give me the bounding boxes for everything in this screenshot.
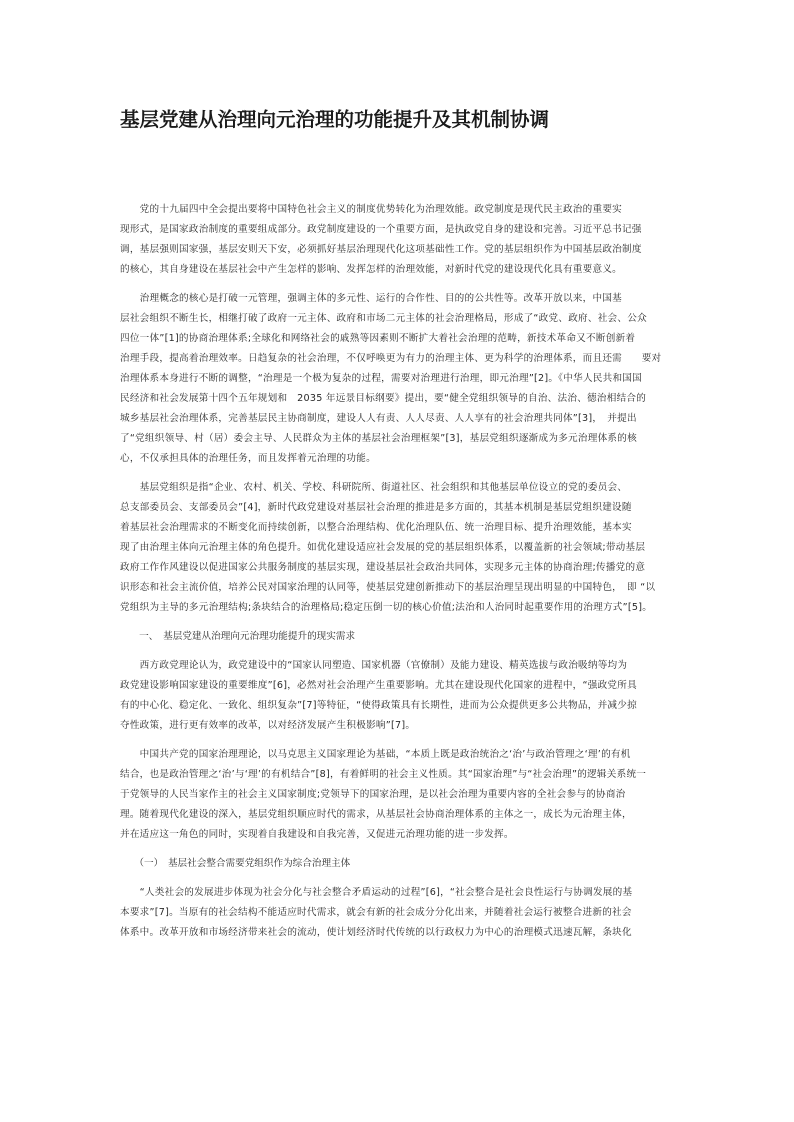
paragraph-line: 党的十九届四中全会提出要将中国特色社会主义的制度优势转化为治理效能。政党制度是现代民主政治的重要实 [120, 204, 623, 215]
paragraph-line: 结合，也是政治管理之‘治’与‘理’的有机结合”[8]，有着鲜明的社会主义性质。其“国家治理”与“社会治理”的逻辑关系统一 [120, 769, 647, 780]
paragraph-line: 政党建设影响国家建设的重要维度”[6]，必然对社会治理产生重要影响。尤其在建设现代化国家的进程中，“强政党所具 [120, 680, 637, 691]
paragraph [120, 745, 680, 845]
paragraph-line: 的核心，其自身建设在基层社会中产生怎样的影响、发挥怎样的治理效能，对新时代党的建设现代化具有重要意义。 [120, 264, 623, 275]
paragraph-line: 有的中心化、稳定化、一致化、组织复杂”[7]等特征，“使得政策具有长期性，进而为公众提供更多公共物品，并减少掠 [120, 700, 637, 711]
paragraph-line: 西方政党理论认为，政党建设中的“国家认同塑造、国家机器（官僚制）及能力建设、精英选拔与政治吸纳等均为 [120, 660, 628, 671]
paragraph-line: 着基层社会治理需求的不断变化而持续创新，以整合治理结构、优化治理队伍、统一治理目标、提升治理效能，基本实 [120, 522, 632, 533]
paragraph [120, 883, 680, 943]
paragraph-line: 治理体系本身进行不断的调整，“治理是一个极为复杂的过程，需要对治理进行治理，即元治理”[2]。《中华人民共和国国 [120, 373, 643, 384]
paragraph-line: 夺性政策，进行更有效率的改革，以对经济发展产生积极影响”[7]。 [120, 720, 416, 731]
paragraph [120, 478, 680, 618]
paragraph-line: 于党领导的人民当家作主的社会主义国家制度;党领导下的国家治理，是以社会治理为重要内容的全社会参与的协商治 [120, 789, 626, 800]
paragraph-line: 理。随着现代化建设的深入，基层党组织顺应时代的需求，从基层社会协商治理体系的主体之一，成长为元治理主体， [120, 809, 632, 820]
paragraph-line: 中国共产党的国家治理理论，以马克思主义国家理论为基础，“本质上既是政治统治之‘治’与政治管理之‘理’的有机 [120, 749, 631, 760]
paragraph-line: 民经济和社会发展第十四个五年规划和 2035 年远景目标纲要》提出，要“健全党组织领导的自治、法治、德治相结合的 [120, 393, 647, 404]
paragraph-line: 识形态和社会主流价值，培养公民对国家治理的认同等，使基层党建创新推动下的基层治理呈现出明显的中国特色， 即 “以 [120, 582, 656, 593]
paragraph-line: 基层党组织是指“企业、农村、机关、学校、科研院所、街道社区、社会组织和其他基层单位设立的党的委员会、 [120, 482, 628, 493]
paragraph-line: “人类社会的发展进步体现为社会分化与社会整合矛盾运动的过程”[6]，“社会整合是社会良性运行与协调发展的基 [120, 887, 633, 898]
section-heading: 一、 基层党建从治理向元治理功能提升的现实需求 [120, 631, 356, 642]
paragraph-line: 本要求”[7]。当原有的社会结构不能适应时代需求，就会有新的社会成分分化出来，并随着社会运行被整合进新的社会 [120, 907, 632, 918]
paragraph-line: 层社会组织不断生长，相继打破了政府一元主体、政府和市场二元主体的社会治理格局，形成了“政党、政府、社会、公众 [120, 313, 647, 324]
paragraph-line: 治理概念的核心是打破一元管理，强调主体的多元性、运行的合作性、目的的公共性等。改革开放以来，中国基 [120, 293, 623, 304]
section-heading: （一） 基层社会整合需要党组织作为综合治理主体 [120, 858, 351, 869]
page-title: 基层党建从治理向元治理的功能提升及其机制协调 [120, 108, 550, 131]
paragraph [120, 289, 680, 469]
paragraph-line: 总支部委员会、支部委员会”[4]，新时代政党建设对基层社会治理的推进是多方面的，其基本机制是基层党组织建设随 [120, 502, 632, 513]
paragraph-line: 并在适应这一角色的同时，实现着自我建设和自我完善，又促进元治理功能的进一步发挥。 [120, 829, 514, 840]
paragraph-line: 治理手段，提高着治理效率。日趋复杂的社会治理，不仅呼唤更为有力的治理主体、更为科学的治理体系，而且还需 要对 [120, 353, 662, 364]
paragraph-line: 现了由治理主体向元治理主体的角色提升。如优化建设适应社会发展的党的基层组织体系，以覆盖新的社会领域;带动基层 [120, 542, 646, 553]
paragraph-line: 城乡基层社会治理体系，完善基层民主协商制度，建设人人有责、人人尽责、人人享有的社会治理共同体”[3]， 并提出 [120, 413, 637, 424]
paragraph [120, 656, 680, 736]
paragraph [120, 200, 680, 280]
document-body [120, 200, 680, 952]
paragraph-line: 心，不仅承担具体的治理任务，而且发挥着元治理的功能。 [120, 453, 376, 464]
paragraph-line: 四位一体”[1]的协商治理体系;全球化和网络社会的戚熟等因素则不断扩大着社会治理的范畴，新技术革命又不断创新着 [120, 333, 636, 344]
paragraph-line: 调，基层强则国家强，基层安则天下安，必须抓好基层治理现代化这项基础性工作。党的基层组织作为中国基层政治制度 [120, 244, 642, 255]
paragraph-line: 体系中。改革开放和市场经济带来社会的流动，使计划经济时代传统的以行政权力为中心的治理模式迅速瓦解，条块化 [120, 927, 632, 938]
paragraph-line: 政府工作作风建设以促进国家公共服务制度的基层实现，建设基层社会政治共同体，实现多元主体的协商治理;传播党的意 [120, 562, 646, 573]
paragraph-line: 党组织为主导的多元治理结构;条块结合的治理格局;稳定压倒一切的核心价值;法治和人治同时起重要作用的治理方式”[5]。 [120, 602, 653, 613]
paragraph-line: 现形式，是国家政治制度的重要组成部分。政党制度建设的一个重要方面，是执政党自身的建设和完善。习近平总书记强 [120, 224, 642, 235]
paragraph-line: 了“党组织领导、村（居）委会主导、人民群众为主体的基层社会治理框架”[3]，基层党组织逐渐成为多元治理体系的核 [120, 433, 637, 444]
